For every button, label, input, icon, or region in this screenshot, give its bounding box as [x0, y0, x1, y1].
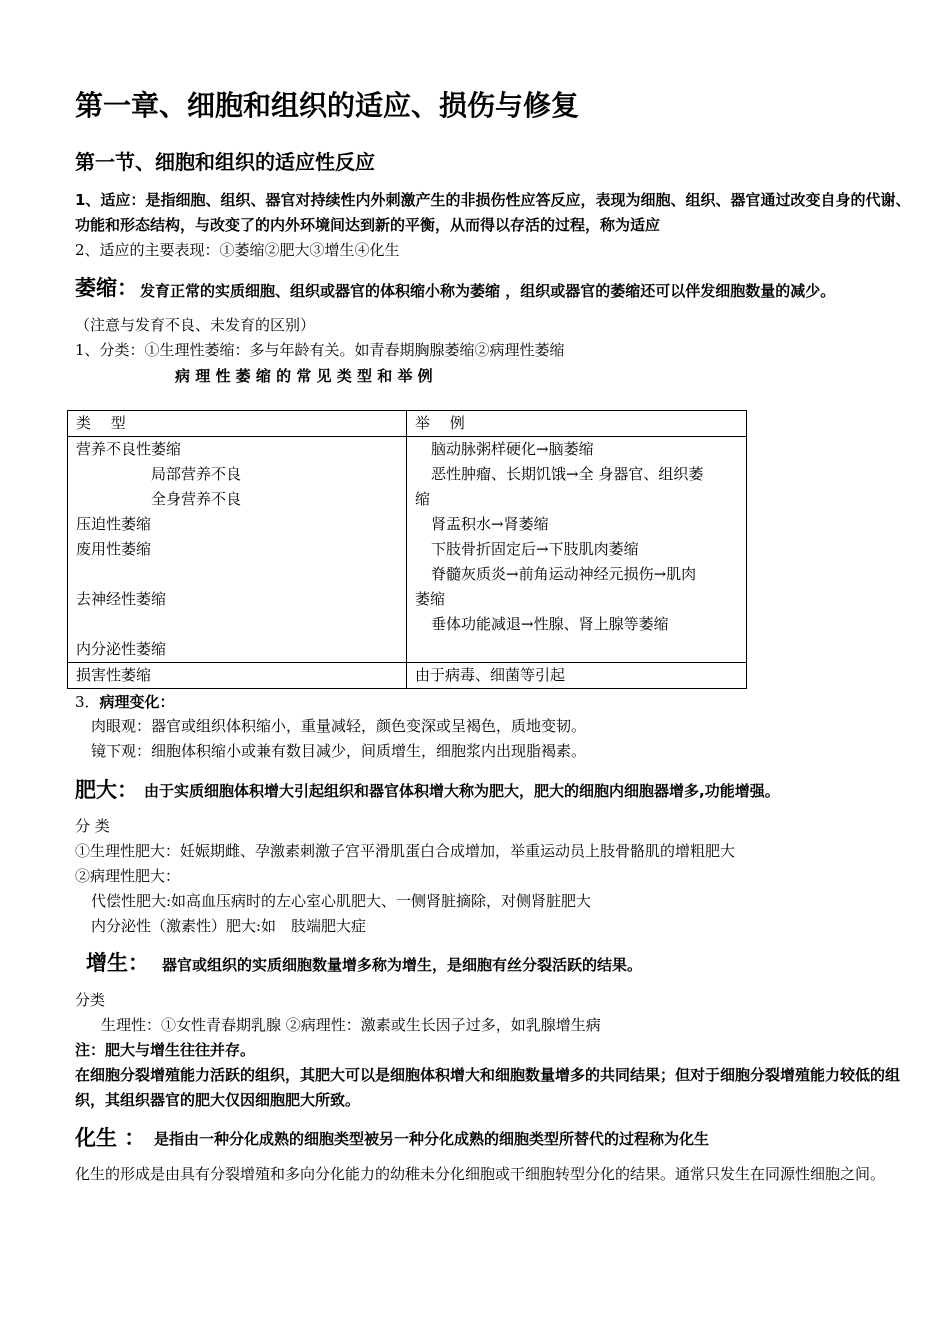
type-item [76, 562, 398, 587]
atrophy-table-caption: 病 理 性 萎 缩 的 常 见 类 型 和 举 例 [175, 367, 433, 385]
example-item: 脊髓灰质炎→前角运动神经元损伤→肌肉 [431, 565, 697, 583]
type-item: 内分泌性萎缩 [76, 640, 167, 658]
endocrine-hypertrophy: 内分泌性（激素性）肥大:如 肢端肥大症 [91, 917, 367, 935]
type-item: 去神经性萎缩 [76, 590, 167, 608]
hyperplasia-types: 生理性：①女性青春期乳腺 ②病理性：激素或生长因子过多，如乳腺增生病 [101, 1016, 601, 1034]
chapter-title: 第一章、细胞和组织的适应、损伤与修复 [75, 89, 580, 122]
type-item: 废用性萎缩 [76, 540, 152, 558]
gross-observation: 肉眼观：器官或组织体积缩小，重量减轻，颜色变深或呈褐色，质地变韧。 [91, 717, 587, 735]
physiological-hypertrophy: ①生理性肥大：妊娠期雌、孕激素刺激子宫平滑肌蛋白合成增加，举重运动员上肢骨骼肌的增粗肥大 [75, 842, 736, 860]
metaplasia-term: 化生 ： [75, 1126, 146, 1150]
pathological-hypertrophy: ②病理性肥大： [75, 867, 181, 885]
adaptation-definition: 1、适应：是指细胞、组织、器官对持续性内外刺激产生的非损伤性应答反应，表现为细胞、组织、器官通过改变自身的代谢、功能和形态结构，与改变了的内外环境间达到新的平衡，从而得以存活的过程，称为适应 [75, 191, 911, 234]
example-item [415, 637, 738, 662]
atrophy-definition: 发育正常的实质细胞、组织或器官的体积缩小称为萎缩 ，组织或器官的萎缩还可以伴发细胞数量的减少。 [140, 282, 836, 300]
metaplasia-definition: 是指由一种分化成熟的细胞类型被另一种分化成熟的细胞类型所替代的过程称为化生 [154, 1130, 710, 1148]
example-item: 恶性肿瘤、长期饥饿→全 身器官、组织萎 [431, 465, 704, 483]
table-header-row [68, 411, 747, 437]
example-item: 缩 [415, 490, 431, 508]
example-item: 肾盂积水→肾萎缩 [431, 515, 549, 533]
table-header-type: 类 型 [68, 411, 407, 437]
atrophy-note: （注意与发育不良、未发育的区别） [75, 316, 316, 334]
type-item: 营养不良性萎缩 [76, 440, 182, 458]
pathology-change-number: 3． [75, 693, 100, 711]
adaptation-main-forms: 2、适应的主要表现：①萎缩②肥大③增生④化生 [75, 241, 400, 259]
type-item: 全身营养不良 [151, 490, 242, 508]
compensatory-hypertrophy: 代偿性肥大:如高血压病时的左心室心肌肥大、一侧肾脏摘除，对侧肾脏肥大 [91, 892, 592, 910]
table-header-example: 举 例 [407, 411, 747, 437]
hypertrophy-classification: 分 类 [75, 817, 110, 835]
hyperplasia-term: 增生： [86, 951, 149, 975]
table-row [68, 437, 747, 663]
example-item: 下肢骨折固定后→下肢肌肉萎缩 [431, 540, 639, 558]
pathology-change-title: 病理变化： [99, 693, 175, 711]
hypertrophy-definition: 由于实质细胞体积增大引起组织和器官体积增大称为肥大，肥大的细胞内细胞器增多,功能增强。 [144, 782, 780, 800]
hyperplasia-note: 注：肥大与增生往往并存。 [75, 1041, 256, 1059]
pathology-change-heading [75, 690, 175, 715]
type-item: 损害性萎缩 [68, 663, 407, 689]
hypertrophy-term: 肥大： [75, 778, 138, 802]
section-title: 第一节、细胞和组织的适应性反应 [75, 150, 375, 174]
metaplasia-description: 化生的形成是由具有分裂增殖和多向分化能力的幼稚未分化细胞或干细胞转型分化的结果。通常只发生在同源性细胞之间。 [75, 1165, 886, 1183]
example-item: 垂体功能减退→性腺、肾上腺等萎缩 [431, 615, 669, 633]
atrophy-table [67, 410, 747, 689]
atrophy-classification: 1、分类：①生理性萎缩：多与年龄有关。如青春期胸腺萎缩②病理性萎缩 [75, 341, 565, 359]
atrophy-term: 萎缩： [75, 276, 138, 300]
type-item: 局部营养不良 [151, 465, 242, 483]
type-item [76, 612, 398, 637]
microscopic-observation: 镜下观：细胞体积缩小或兼有数目减少，间质增生，细胞浆内出现脂褐素。 [91, 742, 587, 760]
hyperplasia-classification: 分类 [75, 991, 106, 1009]
type-item: 压迫性萎缩 [76, 515, 152, 533]
table-row [68, 663, 747, 689]
hyperplasia-hypertrophy-relation: 在细胞分裂增殖能力活跃的组织，其肥大可以是细胞体积增大和细胞数量增多的共同结果；但对于细胞分裂增殖能力较低的组织，其组织器官的肥大仅因细胞肥大所致。 [75, 1066, 901, 1109]
example-item: 脑动脉粥样硬化→脑萎缩 [431, 440, 594, 458]
example-item: 由于病毒、细菌等引起 [407, 663, 747, 689]
hyperplasia-definition: 器官或组织的实质细胞数量增多称为增生，是细胞有丝分裂活跃的结果。 [162, 956, 643, 974]
example-item: 萎缩 [415, 590, 446, 608]
